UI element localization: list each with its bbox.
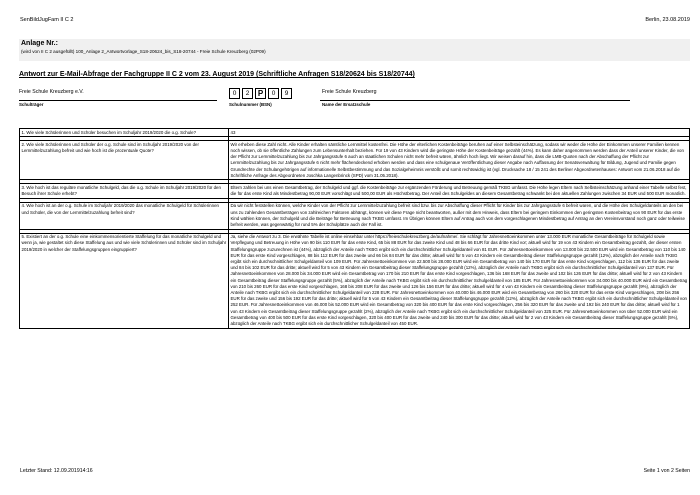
table-row (20, 233, 690, 328)
place-date: Berlin, 23.08.2019 (645, 17, 690, 23)
answer-cell[interactable]: Eltern zahlen bei uns einen Gesamtbetrag, der Schulgeld und ggf. die Kostenbeiträge zur ergänzenden Förderung und Betreuung gemäß TKBG umfasst. Die Höhe legen Eltern nach Selbsteinschätzung anhand einer Tabelle selbst fest, die für das erste Kind als Mindestbetrag 90,00 EUR vorschlägt und 500,00 EUR als Höchstbetrag. Der Anteil des Schulgeldes an diesem Gesamtbetrag schwankt bei den aktuellen Zahlungen zwischen 34 EUR und 500 EUR monatlich. (229, 184, 690, 198)
traeger-rule (19, 100, 217, 101)
answer-cell[interactable]: Ja, siehe die Antwort zu 3. Die erwähnte Tabelle ist online einsehbar unter https://freieschulekreuzberg.de/aufnahme/. Sie schlägt für Jahresnettoeinkommen unter 13.000 EUR monatliche Gesamtbeiträge für Schulgeld sowie Verpflegung und Betreuung in Höhe von 90 bis 110 EUR für das erste Kind, 65 bis 88 EUR für das zweite Kind und 48 bis 66 EUR für das dritte Kind vor; aktuell wird für 19 von 43 Kindern ein Gesamtbeitrag gezahlt, der dieser ersten Staffelungsgruppe zuzurechnen ist (44%), abzüglich der Anteile nach TKBG ergibt sich ein durchschnittlicher Schulgeldanteil von 81 EUR. Für Jahresnettoeinkommen von 13.000 bis 22.500 EUR wird ein Gesamtbetrag von 110 bis 140 EUR für das erste Kind vorgeschlagen, 88 bis 112 EUR für das zweite und 66 bis 84 EUR für das dritte; aktuell wird für 5 von 43 Kindern ein Gesamtbeitrag dieser Staffelungsgruppe gezahlt (12%), abzüglich der Anteile nach TKBG ergibt sich ein durchschnittlicher Schulgeldanteil von 109 EUR. Für Jahresnettoeinkommen von 22.500 bis 28.000 EUR wird ein Gesamtbetrag von 140 bis 170 EUR für das erste Kind vorgeschlagen, 112 bis 136 EUR für das zweite und 84 bis 102 EUR für das dritte; aktuell wird für 5 von 43 Kindern ein Gesamtbeitrag dieser Staffelungsgruppe gezahlt (12%), abzüglich der Anteile nach TKBG ergibt sich ein durchschnittlicher Schulgeldanteil von 137 EUR. Für Jahresnettoeinkommen von 28.000 bis 34.000 EUR wird ein Gesamtbetrag von 170 bis 210 EUR für das erste Kind vorgeschlagen, 136 bis 168 EUR für das zweite und 102 bis 126 EUR für das dritte; aktuell wird für 2 von 43 Kindern ein Gesamtbeitrag dieser Staffelungsgruppe gezahlt (5%), abzüglich der Anteile nach TKBG ergibt sich ein durchschnittlicher Schulgeldanteil von 185 EUR. Für Jahresnettoeinkommen von 34.000 bis 40.000 EUR wird ein Gesamtbetrag von 210 bis 260 EUR für das erste Kind vorgeschlagen, 168 bis 208 EUR für das zweite und 126 bis 156 EUR für das dritte; aktuell wird für 4 von 43 Kindern ein Gesamtbeitrag dieser Staffelungsgruppe gezahlt (9%), abzüglich der Anteile nach TKBG ergibt sich ein durchschnittlicher Schulgeldanteil von 228 EUR. Für Jahresnettoeinkommen von 40.000 bis 46.000 EUR wird ein Gesamtbetrag von 260 bis 320 EUR für das erste Kind vorgeschlagen, 208 bis 256 EUR für das zweite und 156 bis 192 EUR für das dritte; aktuell wird für 5 von 43 Kindern ein Gesamtbeitrag dieser Staffelungsgruppe gezahlt (12%), abzüglich der Anteile nach TKBG ergibt sich ein durchschnittlicher Schulgeldanteil von 252 EUR. Für Jahresnettoeinkommen von 46.000 bis 52.000 EUR wird ein Gesamtbetrag von 320 bis 400 EUR für das erste Kind vorgeschlagen, 256 bis 320 EUR für das zweite und 192 bis 240 EUR für das dritte; aktuell wird für 1 von 43 Kindern ein Gesamtbeitrag dieser Staffelungsgruppe gezahlt (2%), abzüglich der Anteile nach TKBG ergibt sich ein durchschnittlicher Schulgeldanteil von 325 EUR. Für Jahresnettoeinkommen von über 52.000 EUR wird ein Gesamtbetrag von 400 bis 500 EUR für das erste Kind vorgeschlagen, 320 bis 400 EUR für das zweite und 240 bis 300 EUR für das dritte; aktuell wird für 2 von 43 Kindern ein Gesamtbeitrag dieser Staffelungsgruppe gezahlt (5%), abzüglich der Anteile nach TKBG ergibt sich ein durchschnittlicher Schulgeldanteil von 450 EUR. (229, 233, 690, 328)
school-number-digit: 0 (268, 88, 279, 99)
table-row (20, 202, 690, 229)
question-cell: 5. Existiert an der o.g. Schule eine einkommensorientierte Staffelung für das monatliche Schulgeld und wenn ja, wie gestaltet sich diese Staffelung aus und wie viele Schülerinnen und Schüler sind im Schuljahr 2019/2020 in welcher der Staffelungsgruppen eingruppiert? (20, 233, 229, 328)
answer-cell[interactable]: Wir erheben diese Zahl nicht. Alle Kinder erhalten sämtliche Lernmittel kostenfrei. Die Höhe der elterlichen Kostenbeiträge beruhen auf einer Selbsteinschätzung, sodass wir weder die Höhe der Einkommen unserer Familien kennen noch wissen, ob sie öffentliche Zahlungen zum Lebensunterhalt beziehen. Für 19 von 43 Kindern wird die geringste Höhe der Kostenbeiträge gezahlt (44%). Es kann daher angenommen werden dass der Anteil unserer Kinder, die von der Pflicht zur Lernmittelzuzahlung bis zur Jahrgangsstufe 6 auch an staatlichen Schulen nicht mehr befreit wären, ähnlich hoch liegt. Wir weisen darauf hin, dass die LMB-Quoten nach der Abschaffung der Pflicht zur Lernmittelzuzahlung bis zur Jahrgangsstufe 6 nicht mehr flächendeckend erhoben werden und dass eine schulgenaue Veröffentlichung dieser Angabe nach Auffassung der Senatsverwaltung für Bildung, Jugend und Familie gegen Grundrechte der Schulangehörigen auf informationelle Selbstbestimmung und das Sozialgeheimnis verstößt und somit rechtswidrig ist (vgl. Drucksache 18 / 15 241 des Berliner Abgeordnetenhauses: Antwort vom 21.06.2018 auf die Schriftliche Anfrage des Abgeordneten Joschka Langenbrinck (SPD) vom 31.05.2018). (229, 141, 690, 180)
traeger-value: Freie Schule Kreuzberg e.V. (19, 89, 84, 95)
anlage-subtitle: (wird von II C 2 ausgefüllt) 100_Anlage 2_Antwortvorlage_S18-20624_bis_S18-20744 - Freie Schule Kreuzberg (02P09) (21, 49, 266, 54)
anlage-title: Anlage Nr.: (21, 40, 58, 47)
document-code: SenBildJugFam II C 2 (20, 17, 74, 23)
page-number: Seite 1 von 2 Seiten (643, 468, 690, 474)
school-name-label: Name der Ersatzschule (322, 101, 371, 107)
question-cell: 2. Wie viele Schülerinnen und Schüler der o.g. Schule sind im Schuljahr 2019/2020 von der Lernmittelzuzahlung befreit und wie hoch ist die prozentuale Quote? (20, 141, 229, 180)
traeger-label: Schulträger (19, 101, 44, 107)
question-cell: 4. Wie hoch ist an der o.g. Schule im Schuljahr 2019/2020 das monatliche Schulgeld für Schülerinnen und Schüler, die von der Lernmittelzuzahlung befreit sind? (20, 202, 229, 229)
school-number-digit: 9 (281, 88, 292, 99)
school-number-digit: 0 (229, 88, 240, 99)
question-cell: 1. Wie viele Schülerinnen und Schüler besuchen im Schuljahr 2019/2020 die o.g. Schule? (20, 129, 229, 137)
table-row (20, 184, 690, 198)
question-cell: 3. Wie hoch ist das reguläre monatliche Schulgeld, das die o.g. Schule im Schuljahr 2019/2020 für den Besuch ihrer Schule erhebt? (20, 184, 229, 198)
answer-cell[interactable]: 43 (229, 129, 690, 137)
school-number-digit: 2 (242, 88, 253, 99)
qa-table (19, 128, 690, 329)
school-number-boxes (229, 88, 292, 99)
school-number-label: Schulnummer (BSN) (229, 101, 272, 107)
answer-cell[interactable]: Da wir nicht feststellen können, welche Kinder von der Pflicht zur Lernmittelzuzahlung befreit sind bzw. bis zur Abschaffung dieser Pflicht für Kinder bis zur Jahrgangsstufe 6 befreit waren, und die Höhe des Schulgeldanteils an den bei uns zu zahlenden Gesamtbeträgen von zahlreichen Faktoren abhängt, können wir diese Frage nicht beantworten, außer mit dem Hinweis, dass Eltern bei geringem Einkommen den geringsten Kostenbeitrag von 90 EUR für das erste Kind wählen können, der Schulgeld und die Beiträge für Betreuung nach TKBG umfasst. Im Übrigen können Eltern auf Antrag auch von dem vorgeschlagenen Mindestbetrag auf Antrag an den Vereinsvorstand noch ganz oder teilweise befreit werden, was gegenwärtig für rund 5% der Schulplätze auch der Fall ist. (229, 202, 690, 229)
last-update: Letzter Stand: 12.09.201914:16 (20, 468, 93, 474)
school-number-digit: P (255, 88, 266, 99)
table-row (20, 141, 690, 180)
table-row (20, 129, 690, 137)
school-name-value: Freie Schule Kreuzberg (322, 89, 377, 95)
document-title: Antwort zur E-Mail-Abfrage der Fachgruppe II C 2 vom 23. August 2019 (Schriftliche Anfragen S18/20624 bis S18/20744) (19, 71, 415, 78)
